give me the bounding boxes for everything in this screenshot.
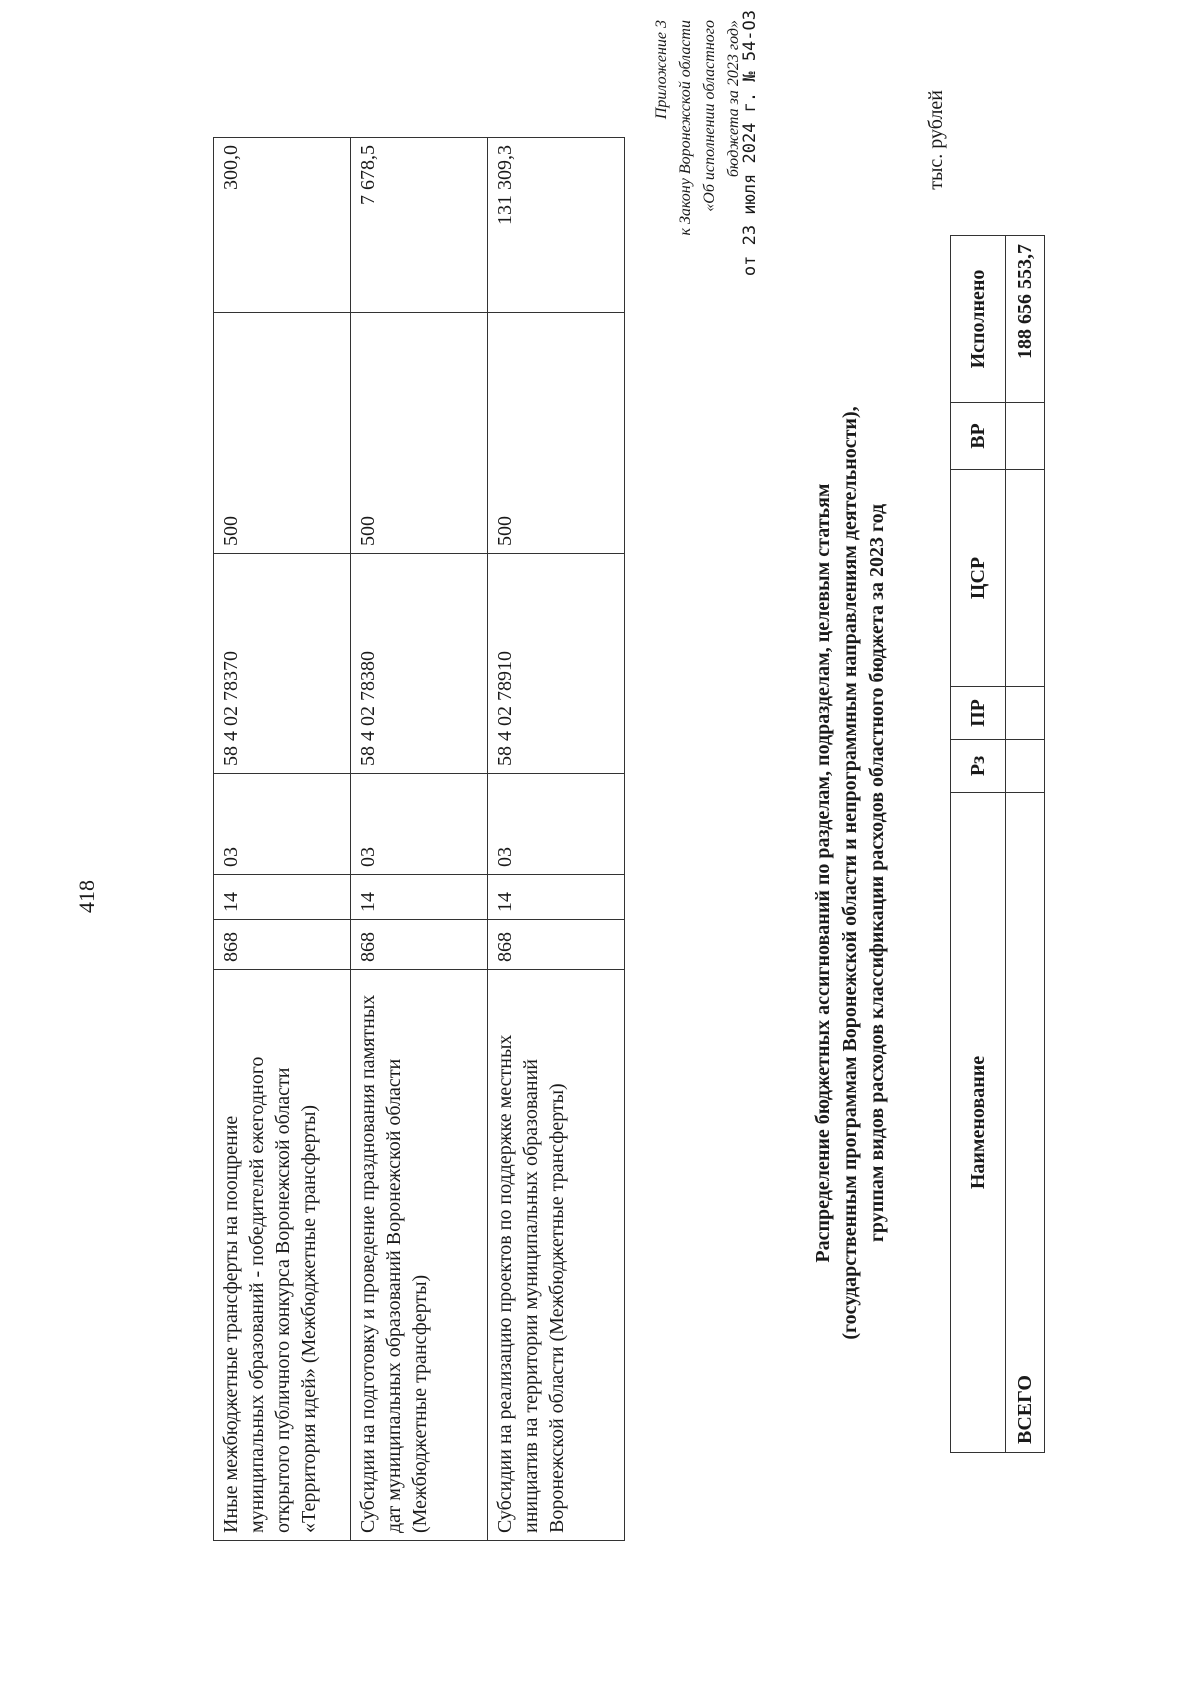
- row-csr: 58 4 02 78380: [351, 554, 488, 774]
- title-line-3: группам видов расходов классификации расходов областного бюджета за 2023 год: [866, 503, 888, 1243]
- appendix-law-title-cont: бюджета за 2023 год»: [725, 20, 742, 178]
- row-pr: 03: [351, 774, 488, 875]
- appendix-header: [650, 20, 746, 580]
- total-row: [1006, 236, 1045, 1453]
- table-row: [351, 138, 488, 1541]
- title-line-2: (государственным программам Воронежской области и непрограммным направлениям деятельности),: [839, 406, 861, 1340]
- row-vr: 500: [214, 313, 351, 554]
- row-glava: 868: [214, 920, 351, 970]
- row-glava: 868: [488, 920, 625, 970]
- row-csr: 58 4 02 78910: [488, 554, 625, 774]
- row-amount: 300,0: [214, 138, 351, 313]
- appendix-law: к Закону Воронежской области: [677, 20, 694, 236]
- row-pr: 03: [214, 774, 351, 875]
- header-rz: Рз: [951, 740, 1006, 793]
- row-rz: 14: [214, 875, 351, 920]
- title-line-1: Распределение бюджетных ассигнований по разделам, подразделам, целевым статьям: [812, 483, 834, 1263]
- appendix-number: Приложение 3: [653, 20, 670, 120]
- row-rz: 14: [351, 875, 488, 920]
- table-row: [488, 138, 625, 1541]
- continued-expenditure-table: [213, 137, 625, 1541]
- total-amount: 188 656 553,7: [1006, 236, 1045, 403]
- row-name: Субсидии на реализацию проектов по поддержке местных инициатив на территории муниципальных образований Воронежской области (Межбюджетные трансферты): [488, 970, 625, 1541]
- total-rz: [1006, 740, 1045, 793]
- row-vr: 500: [351, 313, 488, 554]
- document-title: [810, 323, 891, 1423]
- table-header-row: [951, 236, 1006, 1453]
- header-csr: ЦСР: [951, 470, 1006, 687]
- units-label: тыс. рублей: [925, 90, 947, 190]
- appendix-law-title: «Об исполнении областного: [701, 20, 718, 212]
- law-date-number: от 23 июля 2024 г. № 54-ОЗ: [740, 10, 760, 277]
- row-csr: 58 4 02 78370: [214, 554, 351, 774]
- table-row: [214, 138, 351, 1541]
- total-name: ВСЕГО: [1006, 793, 1045, 1453]
- row-glava: 868: [351, 920, 488, 970]
- row-pr: 03: [488, 774, 625, 875]
- row-name: Иные межбюджетные трансферты на поощрение муниципальных образований - победителей ежегодного открытого публичного конкурса Воронежской области «Территория идей» (Межбюджетные трансферты): [214, 970, 351, 1541]
- row-name: Субсидии на подготовку и проведение празднования памятных дат муниципальных образований Воронежской области (Межбюджетные трансферты): [351, 970, 488, 1541]
- row-vr: 500: [488, 313, 625, 554]
- header-amount: Исполнено: [951, 236, 1006, 403]
- total-csr: [1006, 470, 1045, 687]
- row-amount: 131 309,3: [488, 138, 625, 313]
- row-amount: 7 678,5: [351, 138, 488, 313]
- header-vr: ВР: [951, 403, 1006, 470]
- expenditure-distribution-table: [950, 235, 1045, 1453]
- page-number: 418: [74, 880, 99, 913]
- row-rz: 14: [488, 875, 625, 920]
- total-vr: [1006, 403, 1045, 470]
- total-pr: [1006, 687, 1045, 740]
- header-name: Наименование: [951, 793, 1006, 1453]
- header-pr: ПР: [951, 687, 1006, 740]
